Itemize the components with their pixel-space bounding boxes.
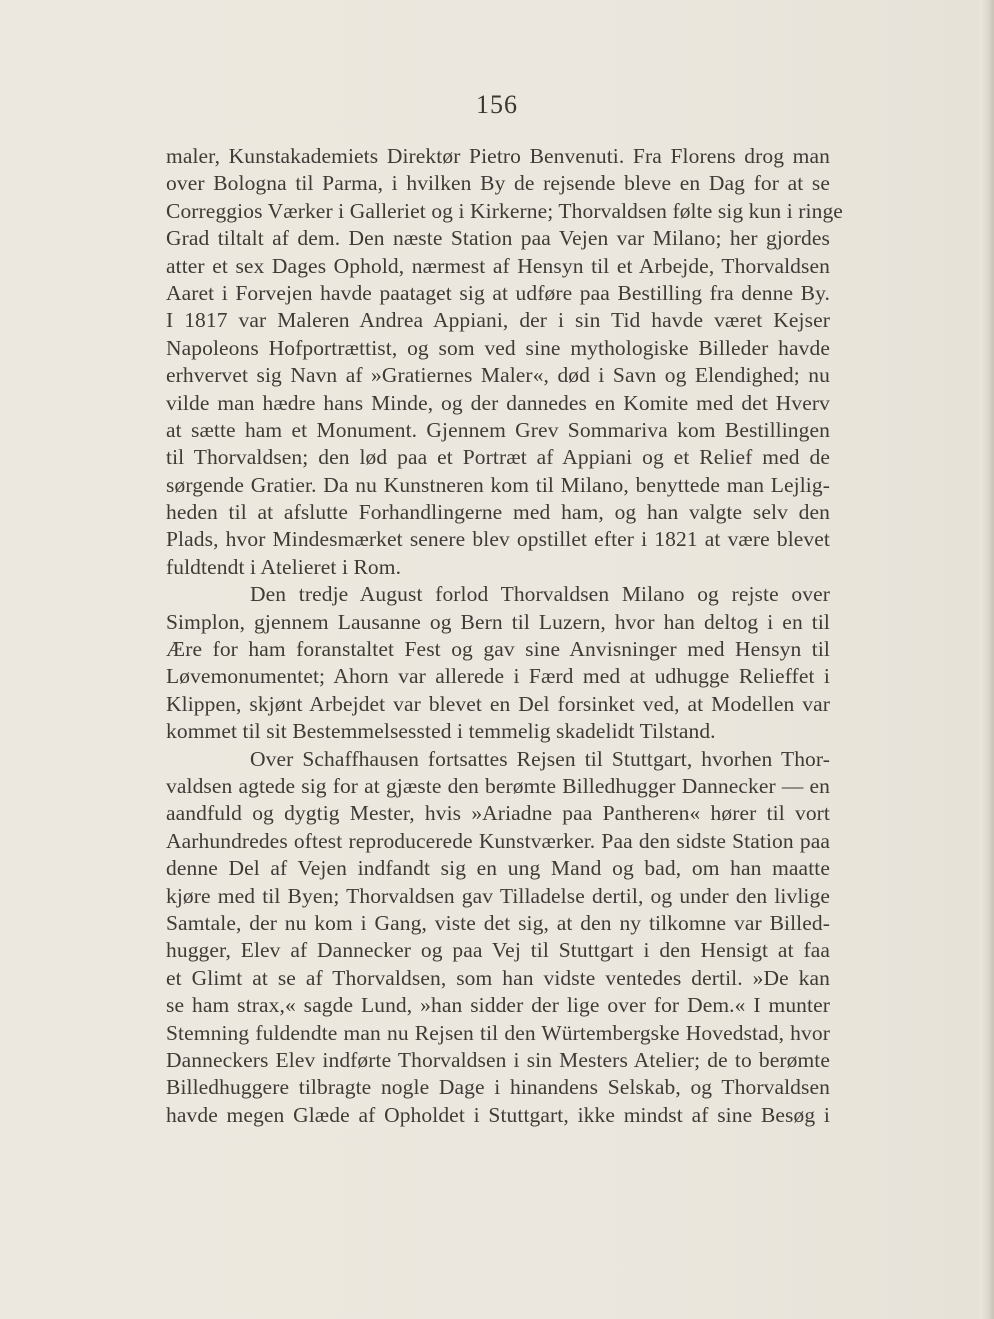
text-line: Correggios Værker i Galleriet og i Kirkerne; Thorvaldsen følte sig kun i ringe (166, 198, 843, 223)
text-line: denne Del af Vejen indfandt sig en ung Mand og bad, om han maatte (166, 856, 830, 881)
text-line: til Thorvaldsen; den lød paa et Portræt af Appiani og et Relief med de (166, 445, 830, 470)
text-line: Danneckers Elev indførte Thorvaldsen i sin Mesters Atelier; de to berømte (166, 1047, 830, 1072)
text-line: Plads, hvor Mindesmærket senere blev opstillet efter i 1821 at være blevet (166, 527, 830, 552)
text-line: atter et sex Dages Ophold, nærmest af Hensyn til et Arbejde, Thorvaldsen (166, 253, 830, 278)
text-line: aandfuld og dygtig Mester, hvis »Ariadne paa Pantheren« hører til vort (166, 801, 830, 826)
text-line: kjøre med til Byen; Thorvaldsen gav Tilladelse dertil, og under den livlige (166, 883, 830, 908)
text-line: havde megen Glæde af Opholdet i Stuttgart, ikke mindst af sine Besøg i (166, 1102, 830, 1127)
text-line: valdsen agtede sig for at gjæste den berømte Billedhugger Dannecker — en (166, 773, 830, 798)
text-line: se ham strax,« sagde Lund, »han sidder der lige over for Dem.« I munter (166, 993, 830, 1018)
text-line: over Bologna til Parma, i hvilken By de rejsende bleve en Dag for at se (166, 171, 830, 196)
paragraph-start-line: Den tredje August forlod Thorvaldsen Milano og rejste over (250, 582, 830, 607)
text-line: Stemning fuldendte man nu Rejsen til den Würtembergske Hovedstad, hvor (166, 1020, 830, 1045)
text-line: Ære for ham foranstaltet Fest og gav sine Anvisninger med Hensyn til (166, 637, 830, 662)
page-number: 156 (476, 90, 518, 119)
text-line: at sætte ham et Monument. Gjennem Grev Sommariva kom Bestillingen (166, 417, 830, 442)
text-line: Aarhundredes oftest reproducerede Kunstværker. Paa den sidste Station paa (166, 828, 830, 853)
text-line: vilde man hædre hans Minde, og der dannedes en Komite med det Hverv (166, 390, 830, 415)
page-edge-shadow (980, 0, 994, 1319)
text-line: I 1817 var Maleren Andrea Appiani, der i sin Tid havde været Kejser (166, 308, 830, 333)
text-line: hugger, Elev af Dannecker og paa Vej til Stuttgart i den Hensigt at faa (166, 938, 830, 963)
text-line: Grad tiltalt af dem. Den næste Station paa Vejen var Milano; her gjordes (166, 226, 830, 251)
text-line: Aaret i Forvejen havde paataget sig at udføre paa Bestilling fra denne By. (166, 280, 830, 305)
text-line: Samtale, der nu kom i Gang, viste det sig, at den ny tilkomne var Billed- (166, 910, 830, 935)
paragraph-start-line: Over Schaffhausen fortsattes Rejsen til Stuttgart, hvorhen Thor- (250, 746, 830, 771)
text-line: et Glimt at se af Thorvaldsen, som han vidste ventedes dertil. »De kan (166, 965, 830, 990)
text-line: heden til at afslutte Forhandlingerne med ham, og han valgte selv den (166, 500, 830, 525)
text-line: Billedhuggere tilbragte nogle Dage i hinandens Selskab, og Thorvaldsen (166, 1075, 830, 1100)
paragraph-end-line: kommet til sit Bestemmelsessted i temmelig skadelidt Tilstand. (166, 719, 716, 744)
text-line: erhvervet sig Navn af »Gratiernes Maler«, død i Savn og Elendighed; nu (166, 363, 830, 388)
text-line: Simplon, gjennem Lausanne og Bern til Luzern, hvor han deltog i en til (166, 609, 830, 634)
text-line: Napoleons Hofportrættist, og som ved sine mythologiske Billeder havde (166, 335, 830, 360)
text-line: Klippen, skjønt Arbejdet var blevet en Del forsinket ved, at Modellen var (166, 691, 830, 716)
body-text (166, 143, 843, 1129)
text-line: Løvemonumentet; Ahorn var allerede i Færd med at udhugge Relieffet i (166, 664, 830, 689)
text-line: maler, Kunstakademiets Direktør Pietro Benvenuti. Fra Florens drog man (166, 144, 830, 168)
text-line: sørgende Gratier. Da nu Kunstneren kom til Milano, benyttede man Lejlig- (166, 472, 830, 497)
paragraph-end-line: fuldtendt i Atelieret i Rom. (166, 554, 402, 579)
